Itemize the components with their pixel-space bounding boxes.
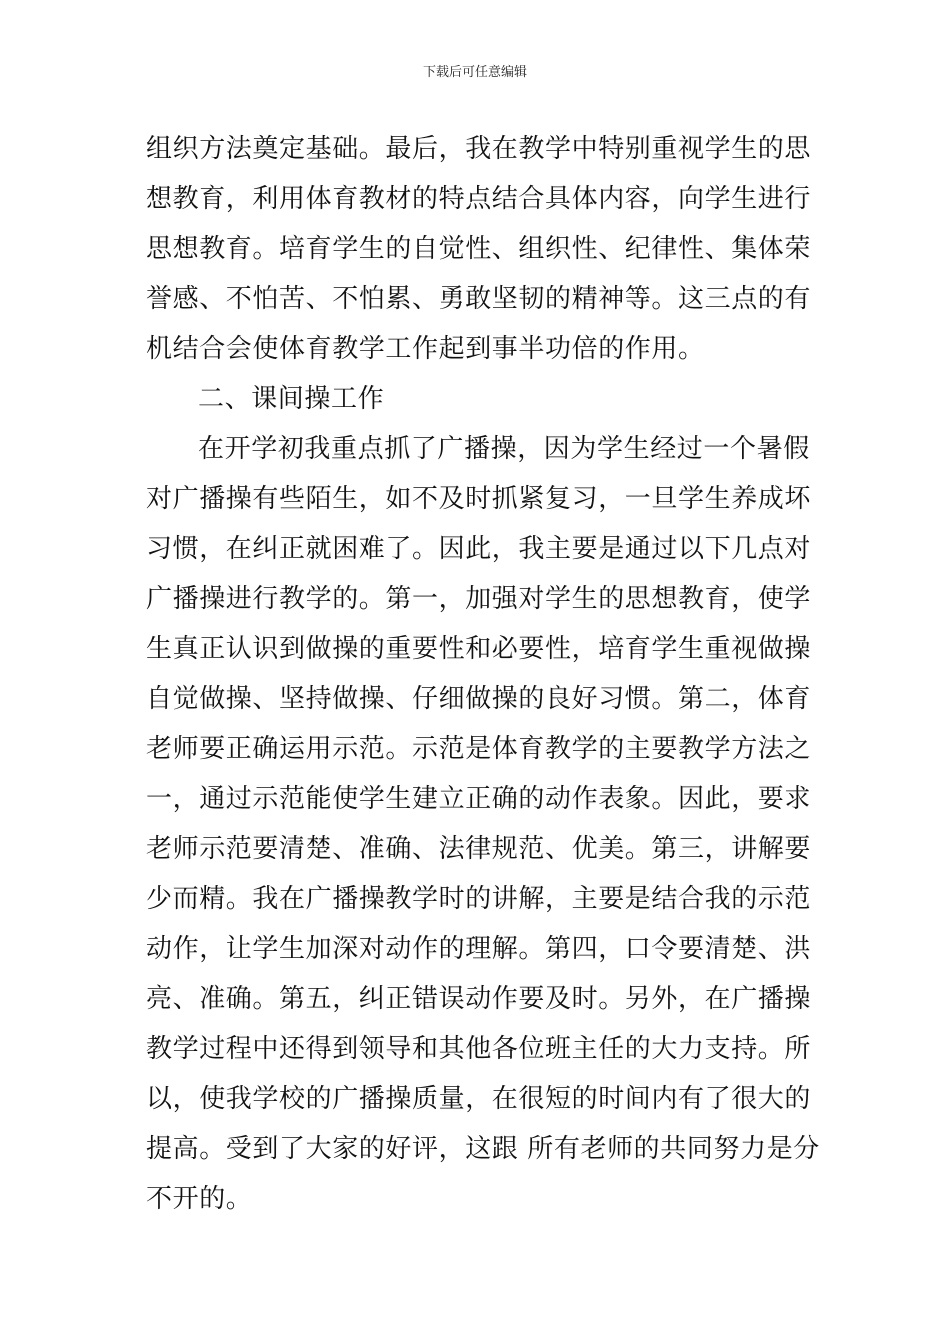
text-line: 组织方法奠定基础。最后，我在教学中特别重视学生的思 xyxy=(146,134,812,164)
text-line: 习惯，在纠正就困难了。因此，我主要是通过以下几点对 xyxy=(146,534,812,564)
text-line: 少而精。我在广播操教学时的讲解，主要是结合我的示范 xyxy=(146,884,812,914)
text-line: 誉感、不怕苦、不怕累、勇敢坚韧的精神等。这三点的有 xyxy=(146,284,812,314)
text-line: 思想教育。培育学生的自觉性、组织性、纪律性、集体荣 xyxy=(146,234,812,264)
text-line: 提高。受到了大家的好评，这跟 所有老师的共同努力是分 xyxy=(146,1134,820,1164)
paragraph-first-line: 在开学初我重点抓了广播操，因为学生经过一个暑假 xyxy=(198,434,810,464)
text-line: 不开的。 xyxy=(146,1184,253,1214)
text-line: 生真正认识到做操的重要性和必要性，培育学生重视做操 xyxy=(146,634,812,664)
text-line: 教学过程中还得到领导和其他各位班主任的大力支持。所 xyxy=(146,1034,812,1064)
text-line: 老师示范要清楚、准确、法律规范、优美。第三，讲解要 xyxy=(146,834,812,864)
document-body xyxy=(146,124,820,1224)
text-line: 广播操进行教学的。第一，加强对学生的思想教育，使学 xyxy=(146,584,812,614)
section-heading: 二、课间操工作 xyxy=(198,384,385,414)
text-line: 以，使我学校的广播操质量，在很短的时间内有了很大的 xyxy=(146,1084,812,1114)
text-line: 动作，让学生加深对动作的理解。第四，口令要清楚、洪 xyxy=(146,934,812,964)
text-line: 对广播操有些陌生，如不及时抓紧复习，一旦学生养成坏 xyxy=(146,484,812,514)
text-line: 机结合会使体育教学工作起到事半功倍的作用。 xyxy=(146,334,705,364)
text-line: 一，通过示范能使学生建立正确的动作表象。因此，要求 xyxy=(146,784,812,814)
text-line: 亮、准确。第五，纠正错误动作要及时。另外，在广播操 xyxy=(146,984,812,1014)
page-header: 下载后可任意编辑 xyxy=(422,65,527,80)
text-line: 老师要正确运用示范。示范是体育教学的主要教学方法之 xyxy=(146,734,812,764)
text-line: 自觉做操、坚持做操、仔细做操的良好习惯。第二，体育 xyxy=(146,684,812,714)
text-line: 想教育，利用体育教材的特点结合具体内容，向学生进行 xyxy=(146,184,812,214)
